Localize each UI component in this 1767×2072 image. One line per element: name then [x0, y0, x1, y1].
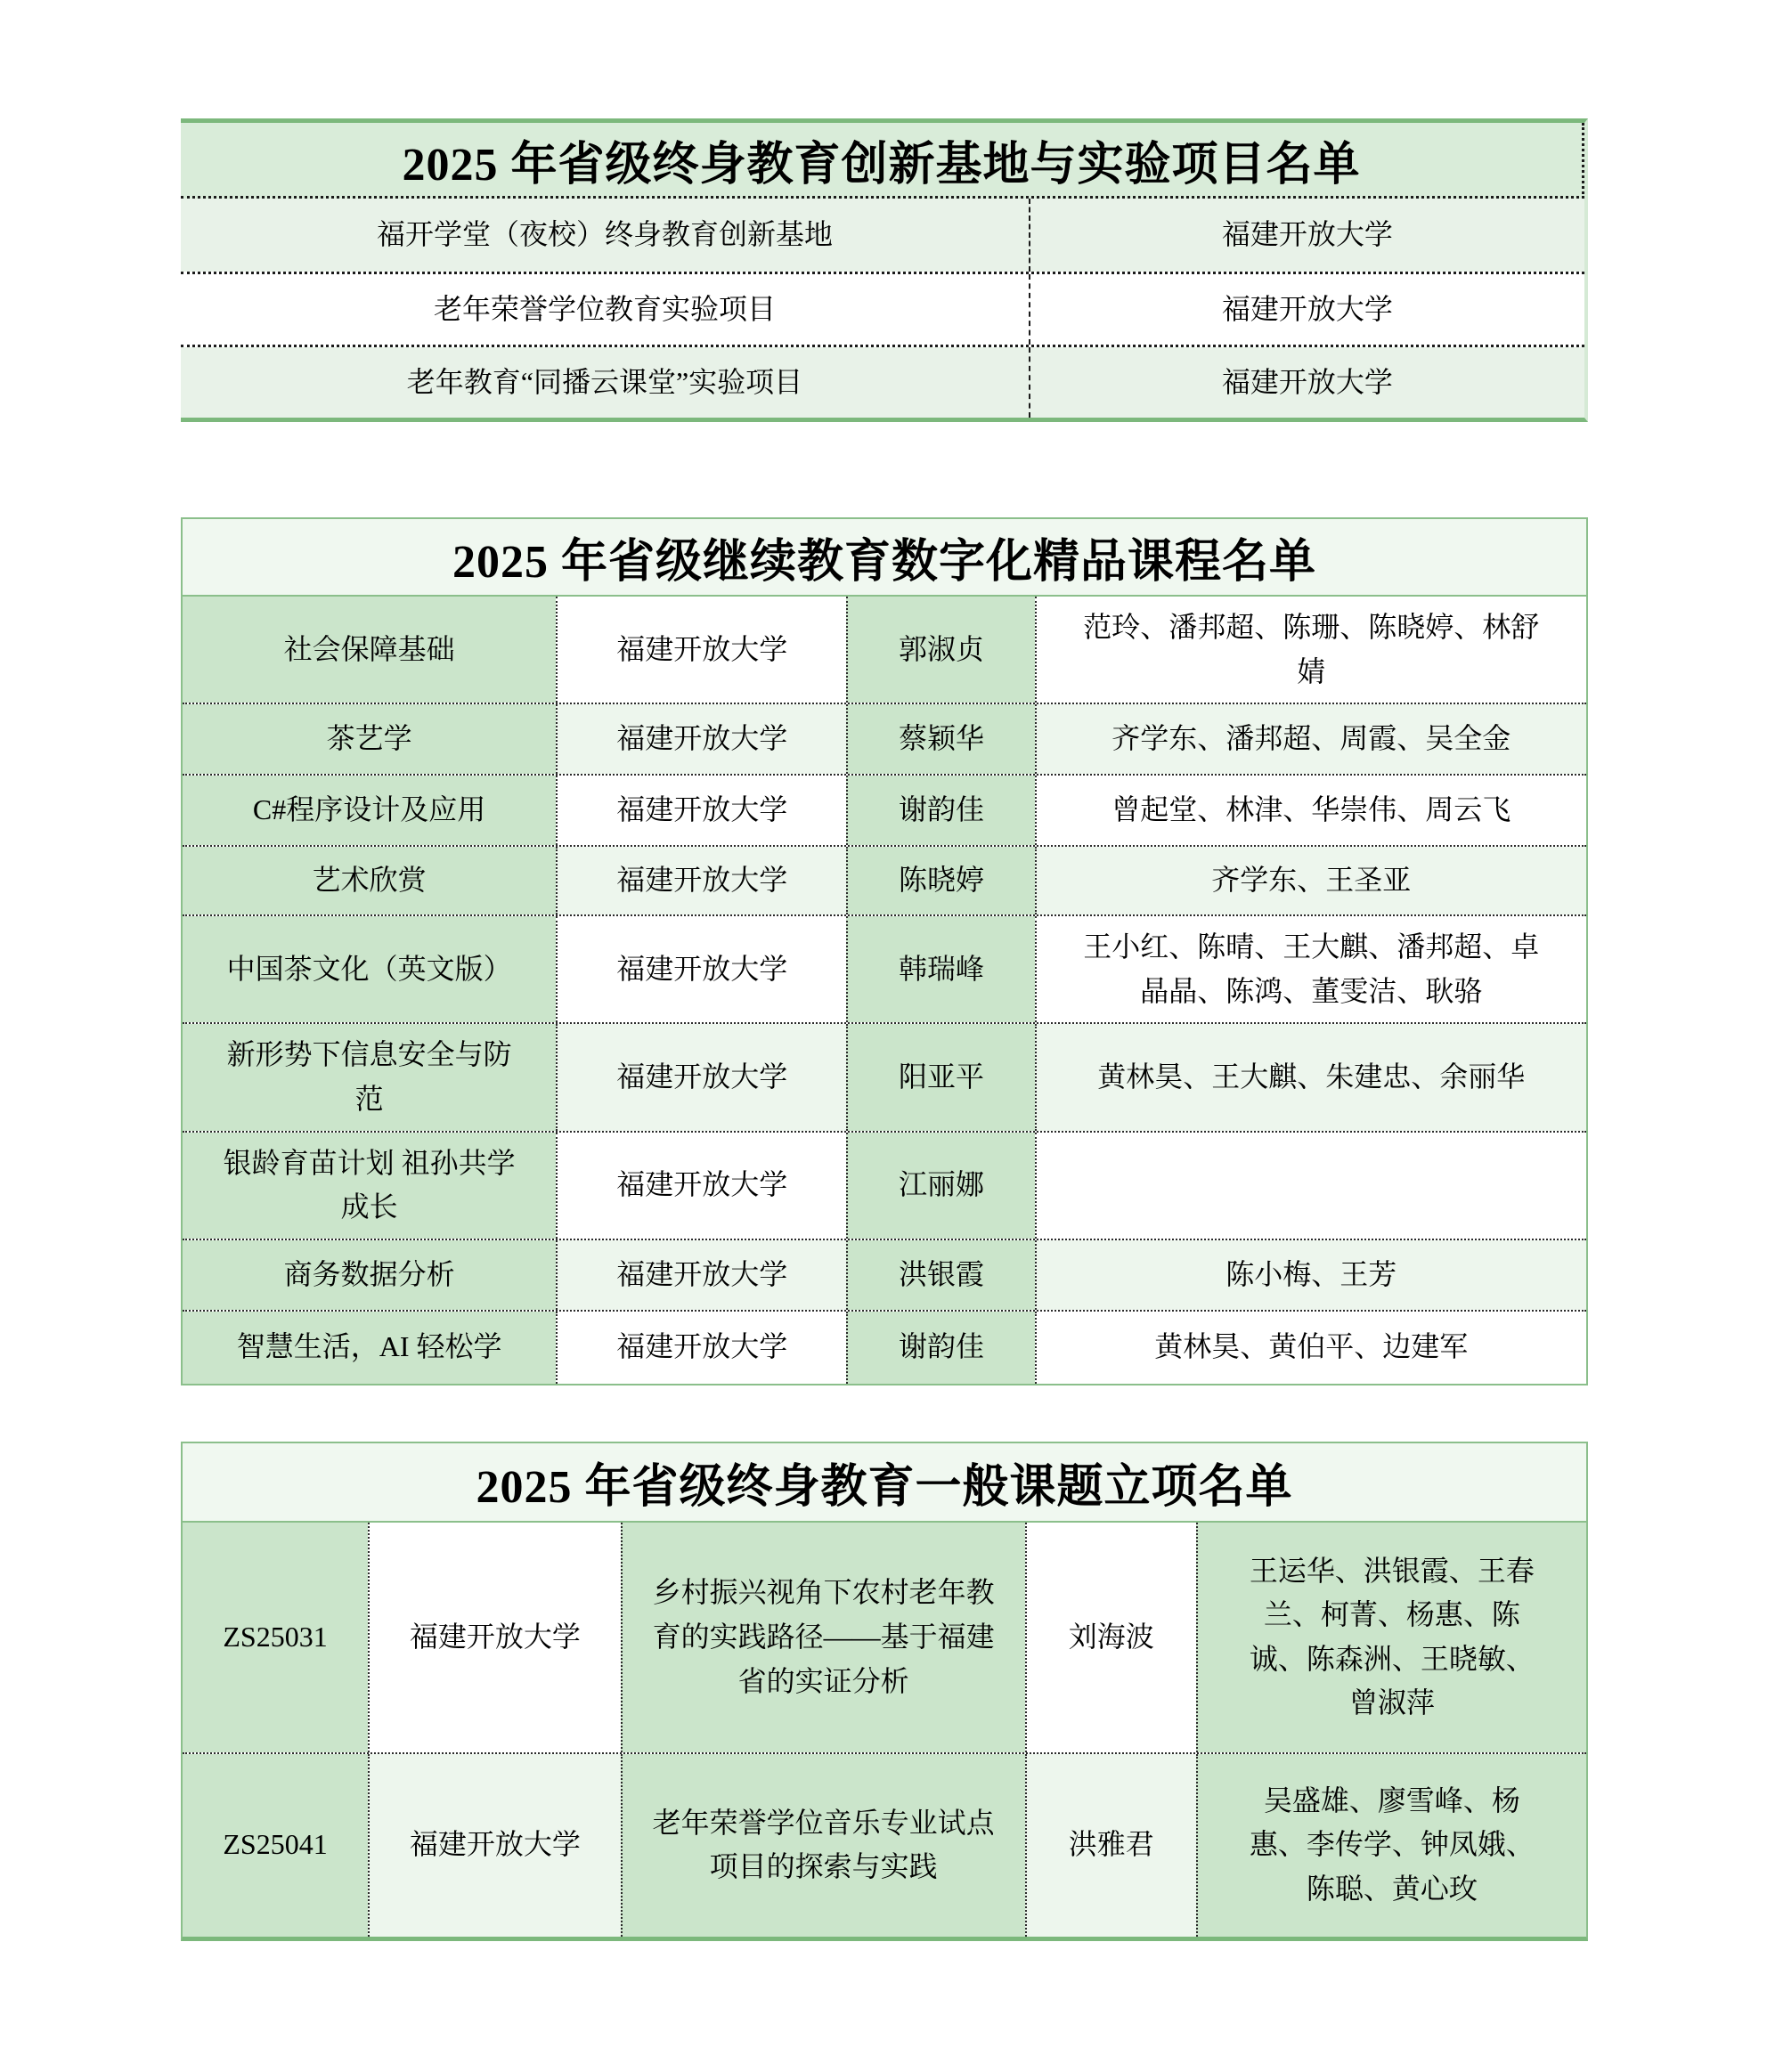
table-cell: 福建开放大学 [556, 847, 846, 914]
table-title: 2025 年省级继续教育数字化精品课程名单 [183, 519, 1586, 597]
table-cell: 齐学东、王圣亚 [1035, 847, 1586, 914]
table-row [183, 703, 1586, 774]
table-cell: 黄林昊、黄伯平、边建军 [1035, 1312, 1586, 1384]
table-general-projects [181, 1442, 1588, 1941]
table-cell: 吴盛雄、廖雪峰、杨惠、李传学、钟凤娥、陈聪、黄心玫 [1196, 1754, 1586, 1937]
table-row [181, 199, 1584, 272]
table-cell: 韩瑞峰 [846, 916, 1034, 1022]
table-cell: 新形势下信息安全与防范 [183, 1024, 556, 1130]
table-cell: ZS25031 [183, 1523, 368, 1752]
table-digital-courses [181, 517, 1588, 1385]
table-cell: 福建开放大学 [556, 1133, 846, 1239]
table-cell: 范玲、潘邦超、陈珊、陈晓婷、林舒婧 [1035, 597, 1586, 703]
table-cell: C#程序设计及应用 [183, 776, 556, 845]
table-cell: 福建开放大学 [556, 1240, 846, 1310]
table-cell: 黄林昊、王大麒、朱建忠、余丽华 [1035, 1024, 1586, 1130]
table-cell: 福建开放大学 [556, 1312, 846, 1384]
table-body [183, 1523, 1586, 1937]
table-cell: 乡村振兴视角下农村老年教育的实践路径——基于福建省的实证分析 [621, 1523, 1025, 1752]
table-row [183, 1131, 1586, 1239]
table-cell: 福建开放大学 [368, 1754, 621, 1937]
table-cell: 福建开放大学 [556, 704, 846, 774]
table-row [183, 1239, 1586, 1310]
table-cell: 福建开放大学 [1029, 274, 1584, 345]
table-row [181, 272, 1584, 345]
table-row [183, 1523, 1586, 1752]
table-cell: 陈小梅、王芳 [1035, 1240, 1586, 1310]
table-cell: ZS25041 [183, 1754, 368, 1937]
table-cell: 银龄育苗计划 祖孙共学成长 [183, 1133, 556, 1239]
table-cell: 茶艺学 [183, 704, 556, 774]
table-row [183, 845, 1586, 914]
table-cell: 福建开放大学 [556, 776, 846, 845]
table-row [181, 345, 1584, 418]
table-cell: 老年荣誉学位音乐专业试点项目的探索与实践 [621, 1754, 1025, 1937]
table-cell: 王小红、陈晴、王大麒、潘邦超、卓晶晶、陈鸿、董雯洁、耿骆 [1035, 916, 1586, 1022]
table-body [183, 597, 1586, 1384]
table-cell: 福建开放大学 [368, 1523, 621, 1752]
table-cell: 智慧生活，AI 轻松学 [183, 1312, 556, 1384]
table-cell: 谢韵佳 [846, 776, 1034, 845]
table-cell: 中国茶文化（英文版） [183, 916, 556, 1022]
table-row [183, 1752, 1586, 1937]
document-page [0, 118, 1767, 2072]
table-cell: 福建开放大学 [556, 1024, 846, 1130]
table-cell: 谢韵佳 [846, 1312, 1034, 1384]
table-cell [1035, 1133, 1586, 1239]
table-cell: 老年荣誉学位教育实验项目 [181, 274, 1029, 345]
table-innovation-bases [181, 118, 1588, 422]
table-cell: 曾起堂、林津、华崇伟、周云飞 [1035, 776, 1586, 845]
table-cell: 福建开放大学 [1029, 199, 1584, 272]
table-cell: 福建开放大学 [556, 916, 846, 1022]
table-cell: 老年教育“同播云课堂”实验项目 [181, 347, 1029, 418]
table-cell: 洪雅君 [1025, 1754, 1196, 1937]
table-row [183, 1310, 1586, 1384]
table-row [183, 1022, 1586, 1130]
table-cell: 商务数据分析 [183, 1240, 556, 1310]
table-title: 2025 年省级终身教育创新基地与实验项目名单 [181, 123, 1584, 199]
table-cell: 福建开放大学 [556, 597, 846, 703]
table-cell: 王运华、洪银霞、王春兰、柯菁、杨惠、陈诚、陈森洲、王晓敏、曾淑萍 [1196, 1523, 1586, 1752]
table-body [181, 199, 1584, 418]
table-cell: 蔡颖华 [846, 704, 1034, 774]
table-cell: 陈晓婷 [846, 847, 1034, 914]
table-cell: 刘海波 [1025, 1523, 1196, 1752]
table-row [183, 914, 1586, 1022]
table-title: 2025 年省级终身教育一般课题立项名单 [183, 1443, 1586, 1523]
table-cell: 福建开放大学 [1029, 347, 1584, 418]
table-cell: 齐学东、潘邦超、周霞、吴全金 [1035, 704, 1586, 774]
table-row [183, 774, 1586, 845]
table-cell: 福开学堂（夜校）终身教育创新基地 [181, 199, 1029, 272]
table-cell: 艺术欣赏 [183, 847, 556, 914]
table-row [183, 597, 1586, 703]
table-cell: 郭淑贞 [846, 597, 1034, 703]
table-cell: 洪银霞 [846, 1240, 1034, 1310]
table-cell: 社会保障基础 [183, 597, 556, 703]
table-cell: 江丽娜 [846, 1133, 1034, 1239]
table-cell: 阳亚平 [846, 1024, 1034, 1130]
